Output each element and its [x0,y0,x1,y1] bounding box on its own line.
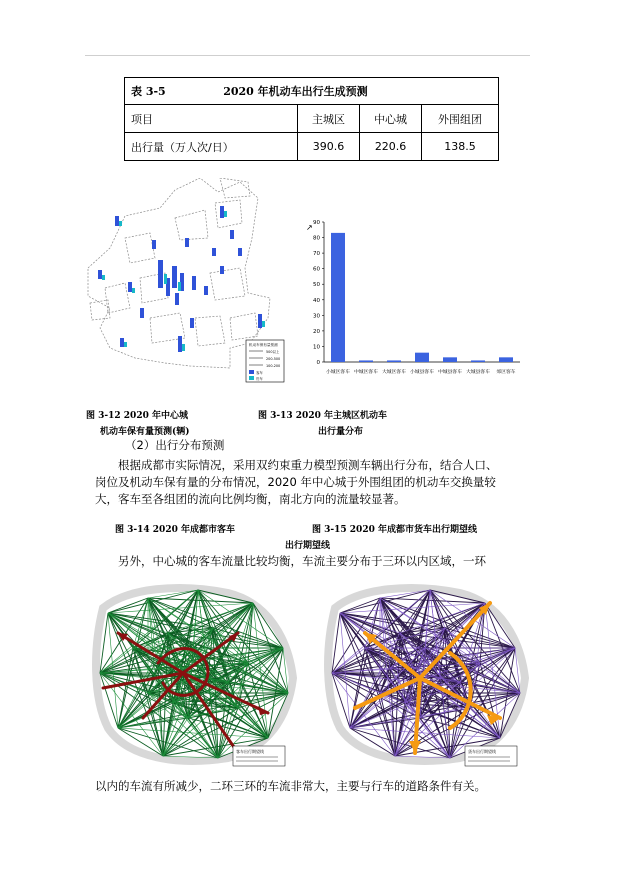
map-legend-item: 货车 [256,377,263,381]
table-header-main-city: 主城区 [298,105,360,133]
fig-3-12-caption-line2: 机动车保有量预测(辆) [100,427,190,437]
x-tick-label: 中城县客车 [438,370,462,375]
bar [443,357,457,362]
fig-3-14-caption: 图 3-14 2020 年成都市客车 [115,525,235,535]
table-cell: 220.6 [360,133,422,161]
y-tick-label: 50 [313,282,320,289]
x-tick-label: 小城区客车 [326,370,350,375]
y-tick-label: 20 [313,328,320,335]
desire-legend-left: 客车出行期望线 [236,749,264,754]
y-tick-label: 90 [313,220,320,226]
bar [499,357,513,362]
map-legend-item: 200-500 [266,357,281,361]
table-title-cell [125,78,499,105]
trip-distribution-bar-chart [300,212,530,387]
paragraph-line: 根据成都市实际情况，采用双约束重力模型预测车辆出行分布，结合人口、 [118,458,498,472]
fig-3-12-caption: 图 3-12 2020 年中心城 [86,411,188,421]
y-tick-label: 80 [313,235,320,242]
fig-3-15-caption: 图 3-15 2020 年成都市货车出行期望线 [312,525,477,535]
bar [331,233,345,362]
bar [415,353,429,362]
table-header-center-city: 中心城 [360,105,422,133]
table-row-label: 出行量（万人次/日） [125,133,298,161]
map-legend-item: 100-200 [266,364,281,368]
passenger-desire-line-map [88,578,298,768]
y-tick-label: 40 [313,297,320,304]
vehicle-ownership-map [80,178,285,383]
x-tick-label: 大城区客车 [382,370,406,375]
table-cell: 390.6 [298,133,360,161]
table-caption: 表 3-5 [131,85,166,98]
map-legend-item: 客车 [256,371,263,375]
fig-3-15-caption-line2: 出行期望线 [285,541,331,551]
table-header-item: 项目 [125,105,298,133]
paragraph-line: 以内的车流有所减少，二环三环的车流非常大，主要与行车的道路条件有关。 [95,779,486,793]
bar [387,360,401,362]
x-tick-label: 小城县客车 [410,370,434,375]
x-tick-label: 中城区客车 [354,370,378,375]
y-tick-label: 10 [313,344,320,351]
paragraph-line: 大，客车至各组团的流向比例均衡，南北方向的流量较显著。 [95,492,406,506]
x-tick-label: 郊区客车 [496,370,516,375]
header-rule [85,55,530,56]
map-legend-item: 500以上 [266,350,280,354]
desire-legend-right: 货车出行期望线 [468,749,496,754]
y-tick-label: 70 [313,251,320,258]
table-header-outer-groups: 外围组团 [422,105,499,133]
section-heading: （2）出行分布预测 [125,438,225,452]
fig-3-13-caption-line2: 出行量分布 [318,427,364,437]
map-legend-title: 机动车保有量预测 [249,343,278,347]
y-tick-label: 30 [313,313,320,320]
y-tick-label: 0 [316,360,320,366]
bar [471,360,485,362]
x-tick-label: 大城县客车 [466,370,490,375]
bar [359,360,373,362]
axis-arrow-icon: ↗ [306,223,313,232]
paragraph-line: 另外，中心城的客车流量比较均衡，车流主要分布于三环以内区域，一环 [118,554,486,568]
table-title: 2020 年机动车出行生成预测 [223,85,368,98]
fig-3-13-caption: 图 3-13 2020 年主城区机动车 [258,411,387,421]
y-tick-label: 60 [313,266,320,273]
table-3-5 [124,77,499,161]
paragraph-line: 岗位及机动车保有量的分布情况，2020 年中心城于外围组团的机动车交换量较 [95,475,496,489]
table-cell: 138.5 [422,133,499,161]
freight-desire-line-map [320,578,530,768]
